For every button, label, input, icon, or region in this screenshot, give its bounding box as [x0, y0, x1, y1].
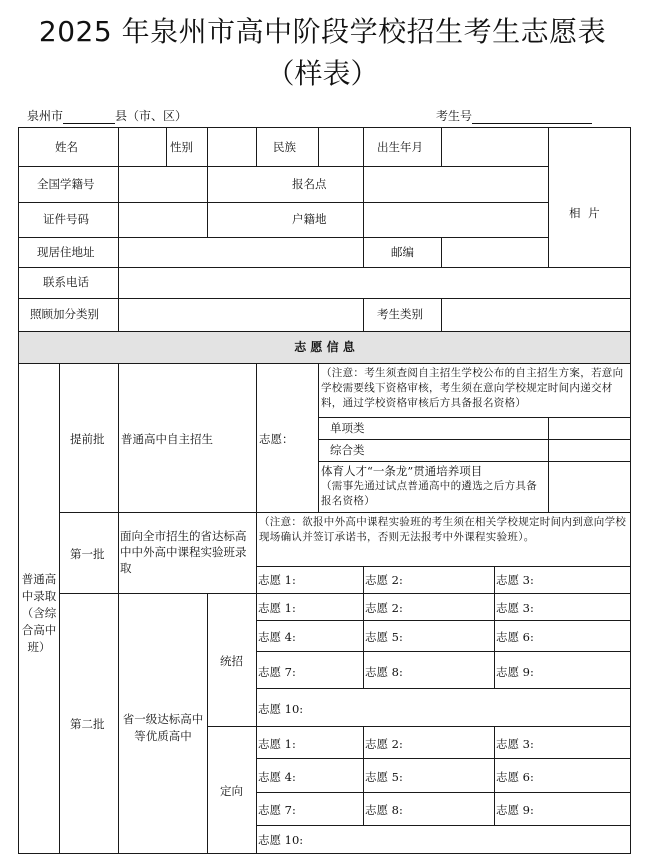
- grid-line-h: [18, 298, 631, 299]
- grid-line-v: [630, 127, 631, 854]
- grid-line-h: [207, 726, 631, 727]
- tongzhao-label: 统招: [220, 654, 243, 668]
- address-label: 现居住地址: [37, 245, 95, 259]
- form-subtitle: （样表）: [266, 57, 379, 90]
- second-type: 省一级达标高中等优质高中: [122, 712, 204, 743]
- general-category: 综合类: [330, 443, 365, 457]
- early-type: 普通高中自主招生: [121, 432, 213, 446]
- grid-line-h: [256, 566, 631, 567]
- exam-no-line: [436, 107, 592, 124]
- city-label: 泉州市: [27, 109, 64, 123]
- grid-line-v: [207, 127, 208, 237]
- dx-wish-1[interactable]: 志愿 1:: [258, 737, 296, 751]
- single-wish-field[interactable]: [549, 418, 630, 439]
- grid-line-v: [441, 127, 442, 167]
- grid-line-v: [318, 127, 319, 167]
- dx-wish-10[interactable]: 志愿 10:: [258, 833, 304, 847]
- grid-line-v: [494, 726, 495, 825]
- dx-wish-4[interactable]: 志愿 4:: [258, 770, 296, 784]
- dx-wish-5[interactable]: 志愿 5:: [365, 770, 403, 784]
- grid-line-h: [256, 758, 631, 759]
- tz-wish-10[interactable]: 志愿 10:: [258, 702, 304, 716]
- grid-line-v: [363, 566, 364, 593]
- grid-line-h: [59, 512, 631, 513]
- tz-wish-8[interactable]: 志愿 8:: [365, 665, 403, 679]
- first-type: 面向全市招生的省达标高中中外高中课程实验班录取: [120, 529, 247, 575]
- tz-wish-4[interactable]: 志愿 4:: [258, 630, 296, 644]
- grid-line-h: [18, 237, 548, 238]
- grid-line-v: [256, 593, 257, 853]
- county-label: 县（市、区）: [115, 109, 188, 123]
- grid-line-v: [256, 512, 257, 594]
- grid-line-v: [256, 127, 257, 167]
- county-blank[interactable]: [63, 111, 115, 124]
- early-wish-label: 志愿：: [259, 432, 294, 446]
- grid-line-v: [441, 237, 442, 267]
- form-title: 2025 年泉州市高中阶段学校招生考生志愿表: [38, 15, 607, 48]
- postcode-label: 邮编: [391, 245, 414, 259]
- grid-line-h: [256, 792, 631, 793]
- grid-line-v: [207, 593, 208, 853]
- gender-label: 性别: [170, 140, 193, 154]
- exam-no-blank[interactable]: [472, 111, 592, 124]
- reg-point-label: 报名点: [292, 177, 327, 191]
- general-wish-field[interactable]: [549, 440, 630, 461]
- tz-wish-1[interactable]: 志愿 1:: [258, 601, 296, 615]
- first-note: （注意：欲报中外高中课程实验班的考生须在相关学校规定时间内到意向学校现场确认并签订承诺书，否则无法报考中外课程实验班）。: [259, 516, 627, 543]
- grid-line-h: [18, 166, 548, 167]
- early-batch-label: 提前批: [70, 432, 105, 446]
- grid-line-h: [18, 363, 631, 364]
- sports-note: （需事先通过试点普通高中的遴选之后方具备报名资格）: [321, 480, 537, 507]
- grid-line-h: [18, 267, 631, 268]
- id-no-label: 证件号码: [43, 212, 89, 226]
- tz-wish-6[interactable]: 志愿 6:: [496, 630, 534, 644]
- first-wish-3[interactable]: 志愿 3:: [496, 573, 534, 587]
- grid-line-v: [256, 363, 257, 512]
- grid-line-v: [441, 298, 442, 331]
- name-label: 姓名: [55, 140, 78, 154]
- grid-line-h: [256, 688, 631, 689]
- household-label: 户籍地: [292, 212, 327, 226]
- photo-label: 相 片: [569, 206, 602, 220]
- grid-line-v: [363, 127, 364, 267]
- grid-line-v: [363, 298, 364, 331]
- grid-line-v: [118, 363, 119, 853]
- early-note: （注意：考生须查阅自主招生学校公布的自主招生方案，若意向学校需要线下资格审核，考生须在意向学校规定时间内递交材料，通过学校资格审核后方具备报名资格）: [321, 367, 624, 409]
- grid-line-v: [548, 127, 549, 267]
- ethnicity-label: 民族: [273, 140, 296, 154]
- sports-wish-field[interactable]: [549, 462, 630, 512]
- tz-wish-3[interactable]: 志愿 3:: [496, 601, 534, 615]
- tz-wish-2[interactable]: 志愿 2:: [365, 601, 403, 615]
- county-line: [27, 107, 187, 124]
- grid-line-v: [363, 593, 364, 688]
- dingxiang-label: 定向: [220, 784, 243, 798]
- first-wish-2[interactable]: 志愿 2:: [365, 573, 403, 587]
- student-id-label: 全国学籍号: [37, 177, 95, 191]
- dx-wish-6[interactable]: 志愿 6:: [496, 770, 534, 784]
- phone-label: 联系电话: [43, 275, 89, 289]
- single-category: 单项类: [330, 421, 365, 435]
- bonus-label: 照顾加分类别: [30, 307, 99, 321]
- tz-wish-9[interactable]: 志愿 9:: [496, 665, 534, 679]
- dx-wish-8[interactable]: 志愿 8:: [365, 803, 403, 817]
- grid-line-v: [494, 593, 495, 688]
- first-batch-label: 第一批: [70, 547, 105, 561]
- tz-wish-7[interactable]: 志愿 7:: [258, 665, 296, 679]
- grid-line-v: [166, 127, 167, 167]
- second-batch-label: 第二批: [70, 717, 105, 731]
- grid-line-h: [18, 331, 631, 332]
- grid-line-v: [363, 726, 364, 825]
- grid-line-h: [18, 127, 631, 128]
- grid-line-h: [18, 202, 548, 203]
- birth-label: 出生年月: [377, 140, 423, 154]
- sports-project: 体育人才“一条龙”贯通培养项目: [321, 464, 483, 478]
- category-label: 考生类别: [377, 307, 423, 321]
- grid-line-h: [256, 825, 631, 826]
- section-title: 志 愿 信 息: [294, 340, 355, 354]
- exam-no-label: 考生号: [436, 109, 473, 123]
- grid-line-v: [318, 363, 319, 512]
- main-category: 普通高中录取（含综合高中班）: [21, 572, 57, 654]
- grid-line-h: [59, 593, 631, 594]
- dx-wish-7[interactable]: 志愿 7:: [258, 803, 296, 817]
- tz-wish-5[interactable]: 志愿 5:: [365, 630, 403, 644]
- dx-wish-3[interactable]: 志愿 3:: [496, 737, 534, 751]
- grid-line-v: [118, 127, 119, 331]
- dx-wish-9[interactable]: 志愿 9:: [496, 803, 534, 817]
- dx-wish-2[interactable]: 志愿 2:: [365, 737, 403, 751]
- first-wish-1[interactable]: 志愿 1:: [258, 573, 296, 587]
- grid-line-h: [256, 651, 631, 652]
- grid-line-h: [18, 853, 631, 854]
- grid-line-v: [59, 363, 60, 853]
- grid-line-h: [256, 620, 631, 621]
- grid-line-v: [494, 566, 495, 593]
